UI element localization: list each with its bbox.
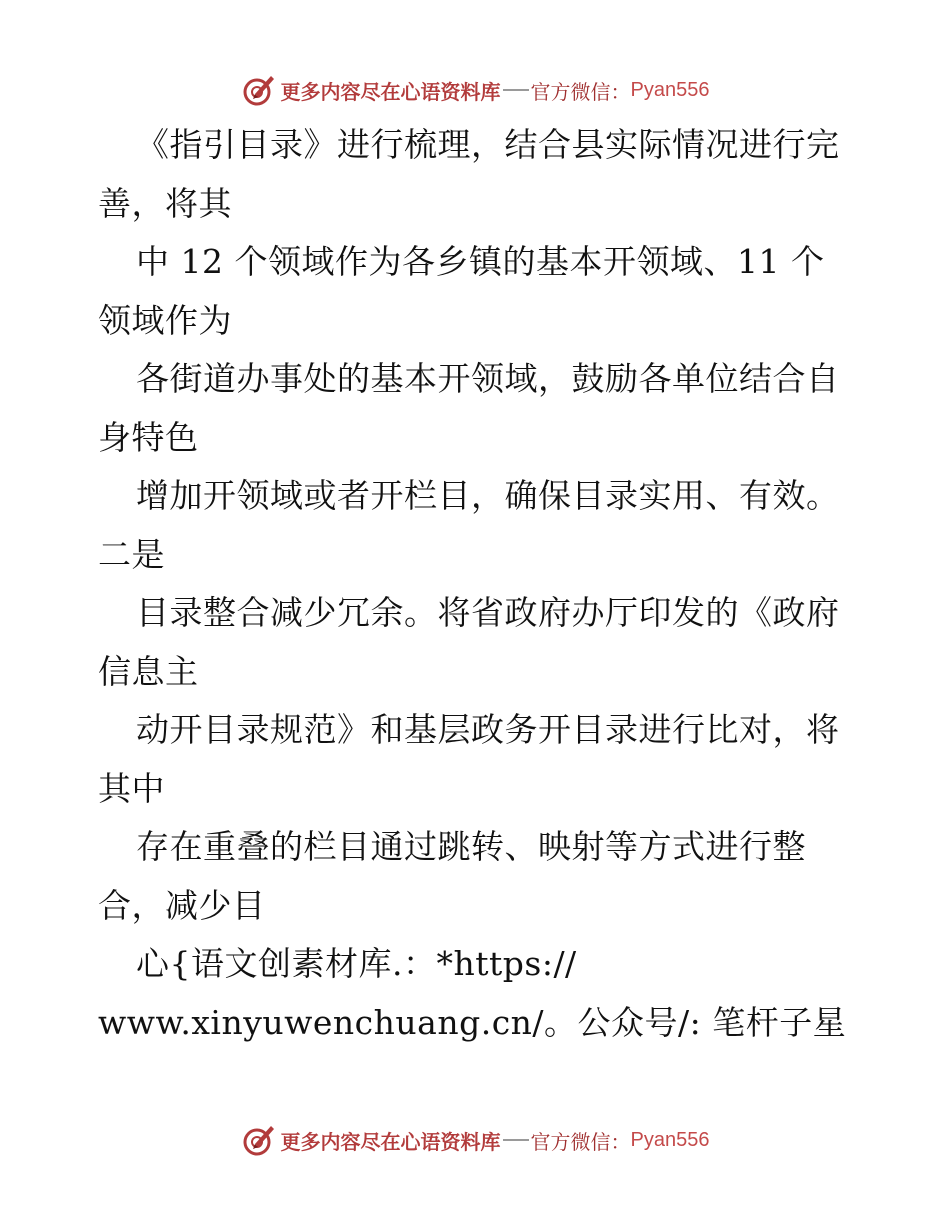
body-line: 中 12 个领域作为各乡镇的基本开领域、11 个 xyxy=(136,242,825,281)
footer-brand-text: 更多内容尽在心语资料库 xyxy=(280,1129,501,1154)
pen-logo-icon xyxy=(241,1122,277,1158)
document-body xyxy=(98,116,878,1052)
header-brand-text: 更多内容尽在心语资料库 xyxy=(280,79,501,104)
body-line: 领域作为 xyxy=(98,300,232,340)
body-line: 身特色 xyxy=(98,417,199,457)
body-line: 各街道办事处的基本开领域，鼓励各单位结合自 xyxy=(136,359,840,398)
header-banner xyxy=(0,70,950,110)
body-line: 目录整合减少冗余。将省政府办厅印发的《政府 xyxy=(136,593,840,632)
body-line: 信息主 xyxy=(98,651,199,691)
footer-wechat-id: Pyan556 xyxy=(630,1128,710,1151)
pen-logo-icon xyxy=(241,72,277,108)
header-dash xyxy=(503,89,529,91)
header-wechat-label: 官方微信： xyxy=(530,79,631,104)
body-line: 心{语文创素材库.：*https:// xyxy=(136,944,577,983)
footer-wechat-label: 官方微信： xyxy=(530,1129,631,1154)
header-wechat-id: Pyan556 xyxy=(630,78,710,101)
body-line: 二是 xyxy=(98,534,165,574)
body-line: www.xinyuwenchuang.cn/。公众号/: 笔杆子星 xyxy=(98,1002,847,1042)
footer-dash xyxy=(503,1139,529,1141)
body-line: 合，减少目 xyxy=(98,885,266,925)
body-line: 《指引目录》进行梳理，结合县实际情况进行完 xyxy=(136,125,840,164)
footer-banner xyxy=(0,1120,950,1160)
body-line: 存在重叠的栏目通过跳转、映射等方式进行整 xyxy=(136,827,806,866)
body-line: 动开目录规范》和基层政务开目录进行比对，将 xyxy=(136,710,840,749)
body-line: 其中 xyxy=(98,768,165,808)
body-line: 善，将其 xyxy=(98,183,232,223)
body-line: 增加开领域或者开栏目，确保目录实用、有效。 xyxy=(136,476,840,515)
